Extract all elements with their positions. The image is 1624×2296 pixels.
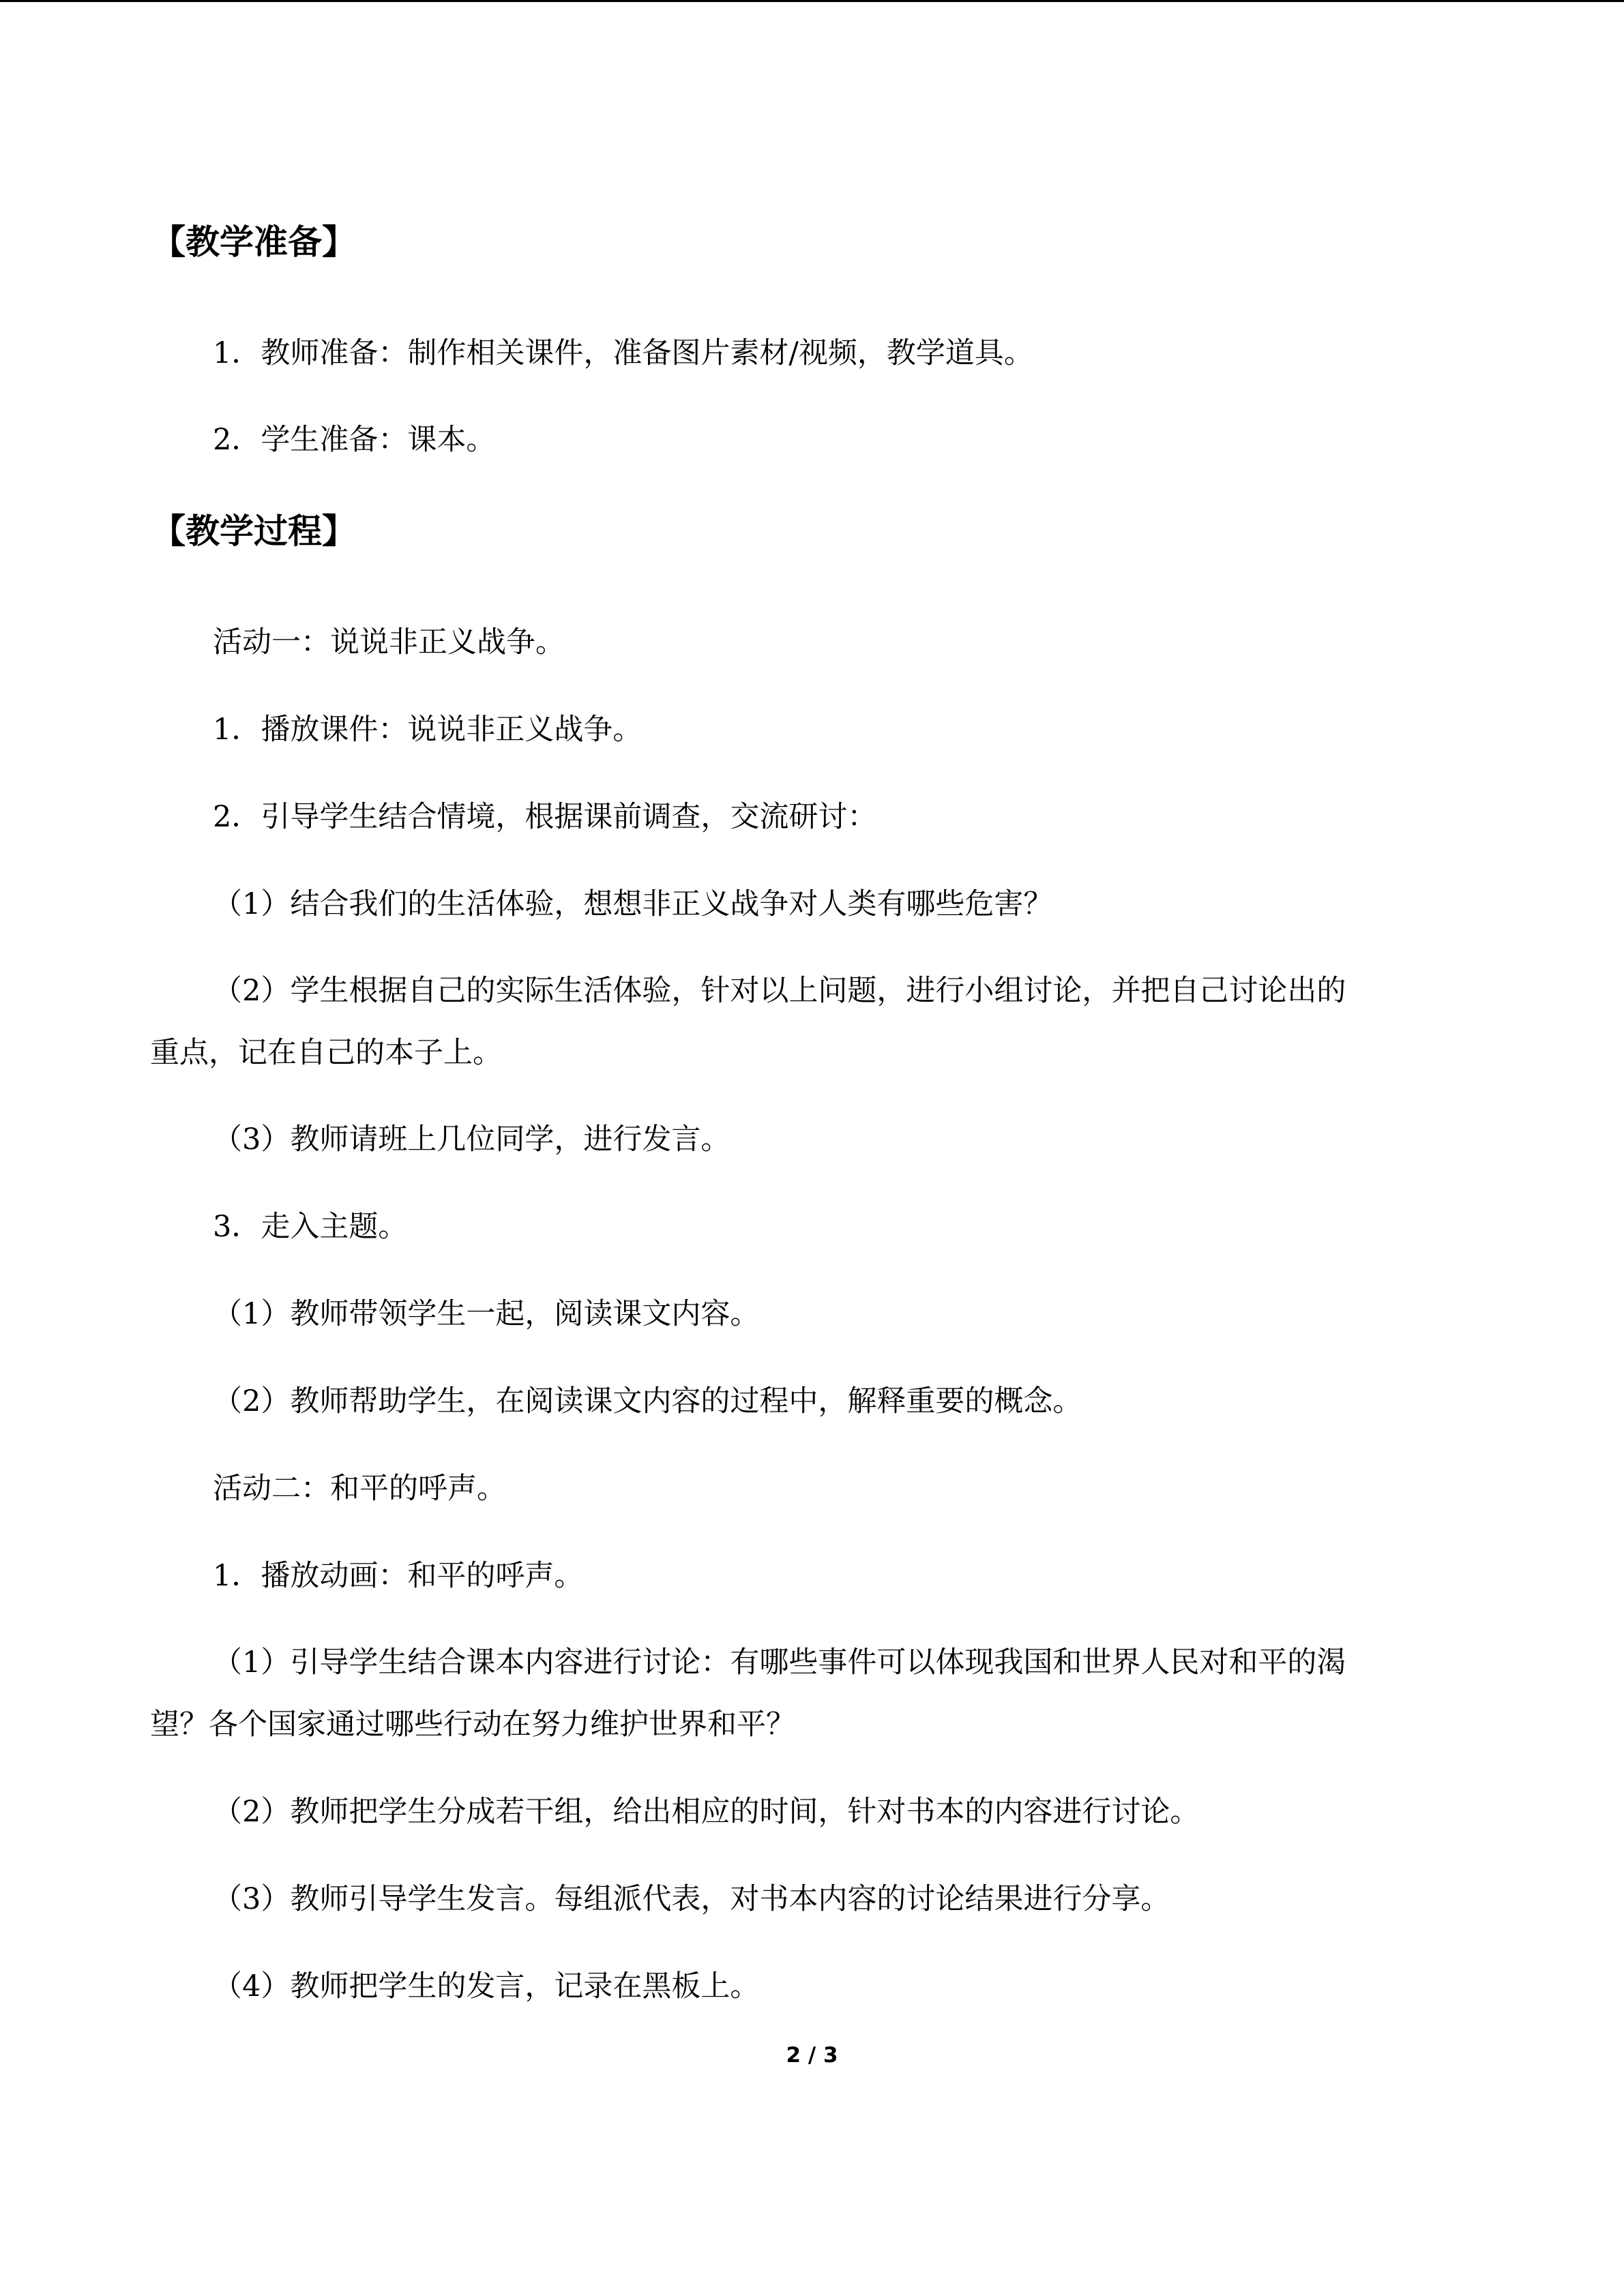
paragraph: 活动一：说说非正义战争。 bbox=[213, 625, 565, 659]
paragraph: （1）引导学生结合课本内容进行讨论：有哪些事件可以体现我国和世界人民对和平的渴 bbox=[213, 1645, 1346, 1680]
paragraph: （2）教师把学生分成若干组，给出相应的时间，针对书本的内容进行讨论。 bbox=[213, 1795, 1200, 1829]
paragraph: 1．播放动画：和平的呼声。 bbox=[213, 1559, 584, 1593]
paragraph-continuation: 望？各个国家通过哪些行动在努力维护世界和平？ bbox=[150, 1708, 795, 1742]
paragraph: 1．播放课件：说说非正义战争。 bbox=[213, 713, 643, 747]
paragraph-continuation: 重点，记在自己的本子上。 bbox=[150, 1036, 502, 1070]
paragraph: （3）教师引导学生发言。每组派代表，对书本内容的讨论结果进行分享。 bbox=[213, 1882, 1170, 1916]
paragraph: （3）教师请班上几位同学，进行发言。 bbox=[213, 1122, 730, 1157]
paragraph: （1）教师带领学生一起，阅读课文内容。 bbox=[213, 1297, 760, 1331]
page-number: 2 / 3 bbox=[786, 2043, 838, 2068]
paragraph: （2）学生根据自己的实际生活体验，针对以上问题，进行小组讨论，并把自己讨论出的 bbox=[213, 974, 1346, 1008]
paragraph: 1．教师准备：制作相关课件，准备图片素材/视频，教学道具。 bbox=[213, 336, 1033, 370]
paragraph: 3．走入主题。 bbox=[213, 1210, 408, 1244]
paragraph: 活动二：和平的呼声。 bbox=[213, 1472, 506, 1506]
paragraph: （4）教师把学生的发言，记录在黑板上。 bbox=[213, 1969, 760, 2003]
paragraph: 2．学生准备：课本。 bbox=[213, 423, 496, 457]
paragraph: （2）教师帮助学生，在阅读课文内容的过程中，解释重要的概念。 bbox=[213, 1384, 1082, 1418]
section-heading-preparation: 【教学准备】 bbox=[151, 222, 356, 262]
paragraph: 2．引导学生结合情境，根据课前调查，交流研讨： bbox=[213, 800, 877, 834]
section-heading-process: 【教学过程】 bbox=[151, 511, 356, 551]
paragraph: （1）结合我们的生活体验，想想非正义战争对人类有哪些危害？ bbox=[213, 887, 1053, 921]
